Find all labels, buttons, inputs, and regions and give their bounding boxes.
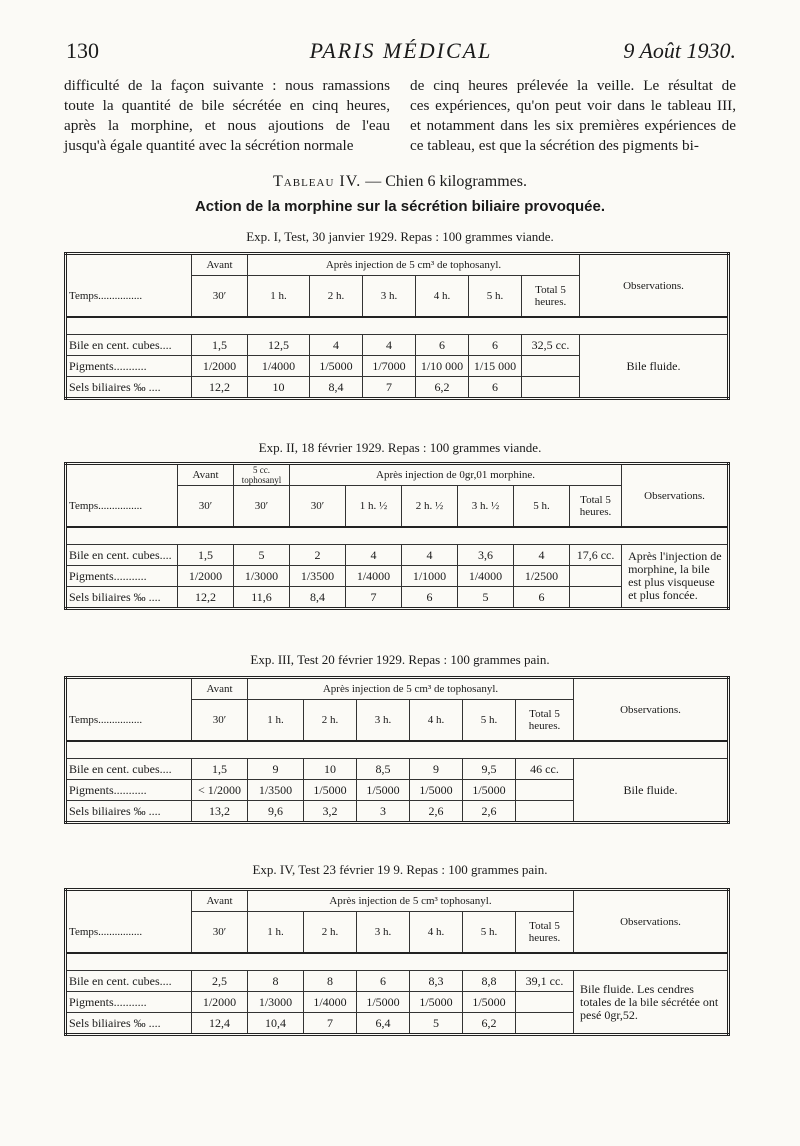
time-cell: 4 h. bbox=[410, 912, 463, 954]
empty-cell bbox=[516, 780, 574, 801]
bile-value: 2,5 bbox=[192, 971, 248, 992]
empty-cell bbox=[570, 587, 622, 609]
observation-text: Après l'injection de morphine, la bile est plus visqueuse et plus foncée. bbox=[622, 545, 729, 609]
sels-value: 6 bbox=[469, 377, 522, 399]
bile-label: Bile en cent. cubes.... bbox=[66, 545, 178, 566]
sels-label: Sels biliaires ‰ .... bbox=[66, 587, 178, 609]
sels-value: 8,4 bbox=[310, 377, 363, 399]
pigment-value: 1/5000 bbox=[463, 780, 516, 801]
sels-value: 12,2 bbox=[192, 377, 248, 399]
pigment-value: 1/3000 bbox=[234, 566, 290, 587]
separator bbox=[66, 741, 729, 759]
sels-value: 2,6 bbox=[463, 801, 516, 823]
temps-label: Temps................ bbox=[66, 486, 178, 528]
group-header: Après injection de 5 cm³ de tophosanyl. bbox=[248, 678, 574, 700]
bile-total: 46 cc. bbox=[516, 759, 574, 780]
time-cell: 30′ bbox=[192, 912, 248, 954]
bile-value: 5 bbox=[234, 545, 290, 566]
sels-value: 8,4 bbox=[290, 587, 346, 609]
text-line: jusqu'à égale quantité avec la sécrétion normale bbox=[64, 137, 354, 154]
time-cell: 5 h. bbox=[514, 486, 570, 528]
separator bbox=[66, 953, 729, 971]
pigment-value: 1/2500 bbox=[514, 566, 570, 587]
sels-label: Sels biliaires ‰ .... bbox=[66, 1013, 192, 1035]
empty-cell bbox=[516, 801, 574, 823]
sels-label: Sels biliaires ‰ .... bbox=[66, 801, 192, 823]
bile-value: 9 bbox=[248, 759, 304, 780]
time-cell: 1 h. bbox=[248, 700, 304, 742]
time-cell: 4 h. bbox=[416, 276, 469, 318]
bile-value: 1,5 bbox=[178, 545, 234, 566]
sels-value: 6,4 bbox=[357, 1013, 410, 1035]
group-header: Après injection de 5 cm³ tophosanyl. bbox=[248, 890, 574, 912]
pigments-label: Pigments........... bbox=[66, 992, 192, 1013]
time-cell: 30′ bbox=[234, 486, 290, 528]
temps-header-top bbox=[66, 890, 192, 912]
pigment-value: 1/4000 bbox=[458, 566, 514, 587]
exp1-caption: Exp. I, Test, 30 janvier 1929. Repas : 100 grammes viande. bbox=[246, 229, 554, 244]
pigment-value: 1/2000 bbox=[178, 566, 234, 587]
empty-cell bbox=[516, 1013, 574, 1035]
page-header bbox=[66, 38, 736, 68]
pigment-value: 1/5000 bbox=[304, 780, 357, 801]
pigment-value: 1/10 000 bbox=[416, 356, 469, 377]
text-line: après la morphine, et nous ajoutions de l'eau bbox=[64, 117, 390, 134]
observation-text: Bile fluide. bbox=[574, 759, 729, 823]
exp3-table bbox=[64, 676, 730, 824]
exp3-caption: Exp. III, Test 20 février 1929. Repas : 100 grammes pain. bbox=[250, 652, 550, 667]
empty-cell bbox=[522, 356, 580, 377]
pigment-value: 1/5000 bbox=[357, 780, 410, 801]
pigment-value: < 1/2000 bbox=[192, 780, 248, 801]
text-line: toute la quantité de bile sécrétée en cinq heures, bbox=[64, 97, 390, 114]
issue-date: 9 Août 1930. bbox=[623, 38, 736, 63]
bile-value: 4 bbox=[514, 545, 570, 566]
pigment-value: 1/1000 bbox=[402, 566, 458, 587]
sels-value: 7 bbox=[363, 377, 416, 399]
time-cell: 4 h. bbox=[410, 700, 463, 742]
bile-value: 12,5 bbox=[248, 335, 310, 356]
time-cell: 3 h. bbox=[357, 912, 410, 954]
time-cell: 2 h. bbox=[304, 700, 357, 742]
sels-value: 13,2 bbox=[192, 801, 248, 823]
pigment-value: 1/5000 bbox=[410, 992, 463, 1013]
time-cell: 2 h. ½ bbox=[402, 486, 458, 528]
bile-label: Bile en cent. cubes.... bbox=[66, 759, 192, 780]
group-header: Après injection de 0gr,01 morphine. bbox=[290, 464, 622, 486]
bile-value: 6 bbox=[416, 335, 469, 356]
bile-value: 8 bbox=[248, 971, 304, 992]
bile-value: 1,5 bbox=[192, 759, 248, 780]
pigment-value: 1/5000 bbox=[357, 992, 410, 1013]
exp1-table bbox=[64, 252, 730, 400]
sels-value: 7 bbox=[304, 1013, 357, 1035]
observations-header: Observations. bbox=[580, 254, 729, 318]
time-cell: 30′ bbox=[192, 700, 248, 742]
observations-header: Observations. bbox=[574, 890, 729, 954]
sels-value: 10 bbox=[248, 377, 310, 399]
sels-value: 6 bbox=[402, 587, 458, 609]
bile-label: Bile en cent. cubes.... bbox=[66, 335, 192, 356]
pigment-value: 1/5000 bbox=[463, 992, 516, 1013]
bile-label: Bile en cent. cubes.... bbox=[66, 971, 192, 992]
group-header: Après injection de 5 cm³ de tophosanyl. bbox=[248, 254, 580, 276]
total-header: Total 5 heures. bbox=[570, 486, 622, 528]
avant-header: Avant bbox=[192, 678, 248, 700]
observation-text: Bile fluide. bbox=[580, 335, 729, 399]
bile-value: 8,8 bbox=[463, 971, 516, 992]
sels-value: 6,2 bbox=[463, 1013, 516, 1035]
exp4-caption: Exp. IV, Test 23 février 19 9. Repas : 100 grammes pain. bbox=[252, 862, 548, 877]
sels-label: Sels biliaires ‰ .... bbox=[66, 377, 192, 399]
observation-text: Bile fluide. Les cendres totales de la bile sécrétée ont pesé 0gr,52. bbox=[574, 971, 729, 1035]
avant-header: Avant bbox=[192, 890, 248, 912]
sels-value: 3,2 bbox=[304, 801, 357, 823]
avant-header: Avant bbox=[192, 254, 248, 276]
pigment-value: 1/4000 bbox=[304, 992, 357, 1013]
time-cell: 30′ bbox=[290, 486, 346, 528]
time-cell: 2 h. bbox=[310, 276, 363, 318]
bile-total: 17,6 cc. bbox=[570, 545, 622, 566]
temps-label: Temps................ bbox=[66, 700, 192, 742]
text-line: ce tableau, est que la sécrétion des pigments bi- bbox=[410, 137, 699, 154]
observations-header: Observations. bbox=[574, 678, 729, 742]
pigment-value: 1/3500 bbox=[290, 566, 346, 587]
journal-title: PARIS MÉDICAL bbox=[309, 38, 493, 63]
pigments-label: Pigments........... bbox=[66, 780, 192, 801]
bile-value: 4 bbox=[402, 545, 458, 566]
time-cell: 1 h. bbox=[248, 276, 310, 318]
tophosanyl-header: 5 cc. tophosanyl bbox=[234, 464, 290, 486]
text-line: ces expériences, qu'on peut voir dans le tableau III, bbox=[410, 97, 736, 114]
time-cell: 3 h. ½ bbox=[458, 486, 514, 528]
time-cell: 5 h. bbox=[463, 700, 516, 742]
bile-total: 39,1 cc. bbox=[516, 971, 574, 992]
pigment-value: 1/4000 bbox=[346, 566, 402, 587]
bile-value: 6 bbox=[469, 335, 522, 356]
pigment-value: 1/5000 bbox=[410, 780, 463, 801]
sels-value: 12,4 bbox=[192, 1013, 248, 1035]
sels-value: 11,6 bbox=[234, 587, 290, 609]
sels-value: 6 bbox=[514, 587, 570, 609]
avant-header: Avant bbox=[178, 464, 234, 486]
page-number: 130 bbox=[66, 38, 99, 63]
sels-value: 6,2 bbox=[416, 377, 469, 399]
pigment-value: 1/4000 bbox=[248, 356, 310, 377]
bile-value: 9,5 bbox=[463, 759, 516, 780]
text-line: et notamment dans les six premières expériences de bbox=[410, 117, 736, 134]
left-column bbox=[64, 76, 390, 156]
time-cell: 5 h. bbox=[463, 912, 516, 954]
sels-value: 12,2 bbox=[178, 587, 234, 609]
separator bbox=[66, 527, 729, 545]
temps-header-top bbox=[66, 678, 192, 700]
exp2-table bbox=[64, 462, 730, 610]
empty-cell bbox=[570, 566, 622, 587]
bile-total: 32,5 cc. bbox=[522, 335, 580, 356]
bile-value: 9 bbox=[410, 759, 463, 780]
text-line: difficulté de la façon suivante : nous ramassions bbox=[64, 77, 390, 94]
right-column bbox=[410, 76, 736, 156]
bile-value: 4 bbox=[346, 545, 402, 566]
sels-value: 2,6 bbox=[410, 801, 463, 823]
pigments-label: Pigments........... bbox=[66, 566, 178, 587]
time-cell: 2 h. bbox=[304, 912, 357, 954]
empty-cell bbox=[516, 992, 574, 1013]
time-cell: 1 h. bbox=[248, 912, 304, 954]
bile-value: 6 bbox=[357, 971, 410, 992]
pigment-value: 1/2000 bbox=[192, 992, 248, 1013]
pigment-value: 1/15 000 bbox=[469, 356, 522, 377]
pigments-label: Pigments........... bbox=[66, 356, 192, 377]
bile-value: 8,5 bbox=[357, 759, 410, 780]
text-line: de cinq heures prélevée la veille. Le résultat de bbox=[410, 77, 736, 94]
temps-label: Temps................ bbox=[66, 912, 192, 954]
sels-value: 5 bbox=[458, 587, 514, 609]
sels-value: 7 bbox=[346, 587, 402, 609]
time-cell: 30′ bbox=[192, 276, 248, 318]
bile-value: 1,5 bbox=[192, 335, 248, 356]
pigment-value: 1/3000 bbox=[248, 992, 304, 1013]
temps-header-top bbox=[66, 464, 178, 486]
body-text bbox=[64, 76, 736, 156]
sels-value: 9,6 bbox=[248, 801, 304, 823]
sels-value: 5 bbox=[410, 1013, 463, 1035]
total-header: Total 5 heures. bbox=[516, 700, 574, 742]
time-cell: 3 h. bbox=[357, 700, 410, 742]
bile-value: 8 bbox=[304, 971, 357, 992]
exp2-caption: Exp. II, 18 février 1929. Repas : 100 grammes viande. bbox=[258, 440, 542, 455]
temps-header-top bbox=[66, 254, 192, 276]
bile-value: 10 bbox=[304, 759, 357, 780]
observations-header: Observations. bbox=[622, 464, 729, 528]
bile-value: 8,3 bbox=[410, 971, 463, 992]
pigment-value: 1/5000 bbox=[310, 356, 363, 377]
bile-value: 3,6 bbox=[458, 545, 514, 566]
total-header: Total 5 heures. bbox=[522, 276, 580, 318]
separator bbox=[66, 317, 729, 335]
time-cell: 30′ bbox=[178, 486, 234, 528]
pigment-value: 1/7000 bbox=[363, 356, 416, 377]
time-cell: 5 h. bbox=[469, 276, 522, 318]
bile-value: 4 bbox=[363, 335, 416, 356]
bile-value: 4 bbox=[310, 335, 363, 356]
time-cell: 1 h. ½ bbox=[346, 486, 402, 528]
table-title: Tableau IV. — Chien 6 kilogrammes. bbox=[273, 173, 527, 190]
total-header: Total 5 heures. bbox=[516, 912, 574, 954]
temps-label: Temps................ bbox=[66, 276, 192, 318]
empty-cell bbox=[522, 377, 580, 399]
time-cell: 3 h. bbox=[363, 276, 416, 318]
pigment-value: 1/2000 bbox=[192, 356, 248, 377]
bile-value: 2 bbox=[290, 545, 346, 566]
sels-value: 10,4 bbox=[248, 1013, 304, 1035]
table-subtitle: Action de la morphine sur la sécrétion biliaire provoquée. bbox=[194, 198, 606, 215]
exp4-table bbox=[64, 888, 730, 1036]
sels-value: 3 bbox=[357, 801, 410, 823]
pigment-value: 1/3500 bbox=[248, 780, 304, 801]
